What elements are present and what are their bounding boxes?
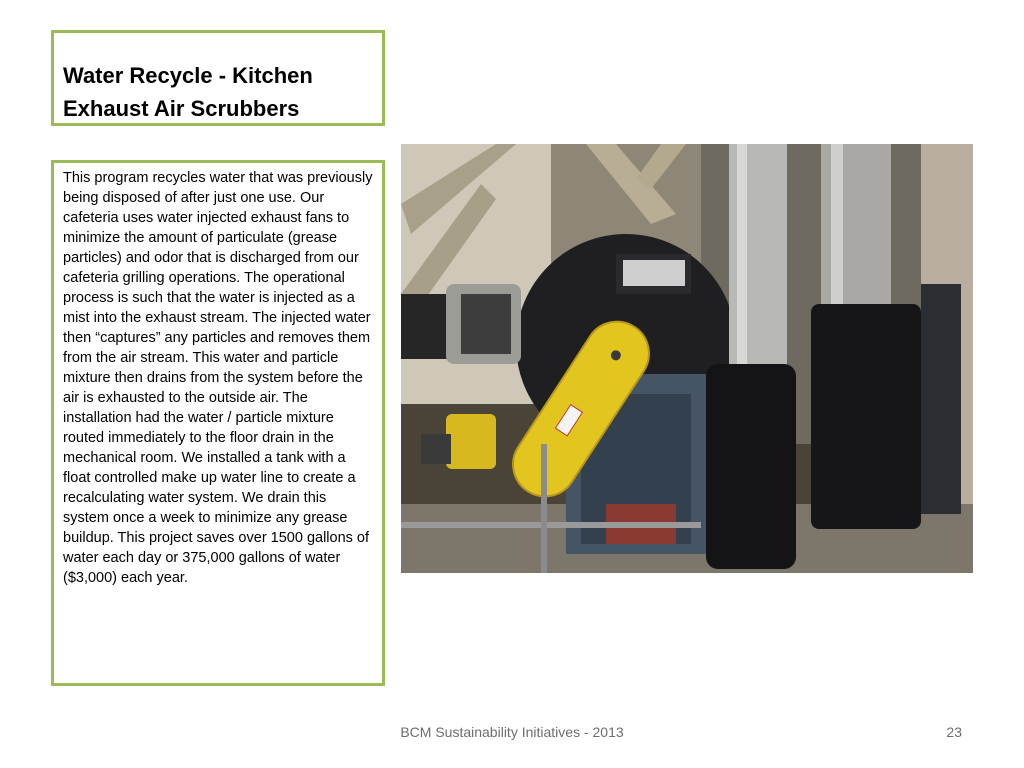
body-text: This program recycles water that was previously being disposed of after just one use. Our cafeteria uses water injected exhaust fans to minimize the amount of particulate (grease particles) and odor that is discharged from our cafeteria grilling operations. The operational process is such that the water is injected as a mist into the exhaust stream. The injected water then “captures” any particles and removes them from the air stream. This water and particle mixture then drains from the system before the air is exhausted to the outside air. The installation had the water / particle mixture routed immediately to the floor drain in the mechanical room. We installed a tank with a float controlled make up water line to create a recalculating water system. We drain this system once a week to minimize any grease buildup. This project saves over 1500 gallons of water each day or 375,000 gallons of water ($3,000) each year. <box>63 170 373 586</box>
slide-title: Water Recycle - Kitchen Exhaust Air Scrubbers <box>63 63 313 121</box>
footer-text: BCM Sustainability Initiatives - 2013 <box>400 724 624 740</box>
page-number: 23 <box>946 724 962 740</box>
title-box <box>51 30 385 126</box>
exhaust-scrubber-photo <box>401 144 973 573</box>
body-box <box>51 160 385 686</box>
